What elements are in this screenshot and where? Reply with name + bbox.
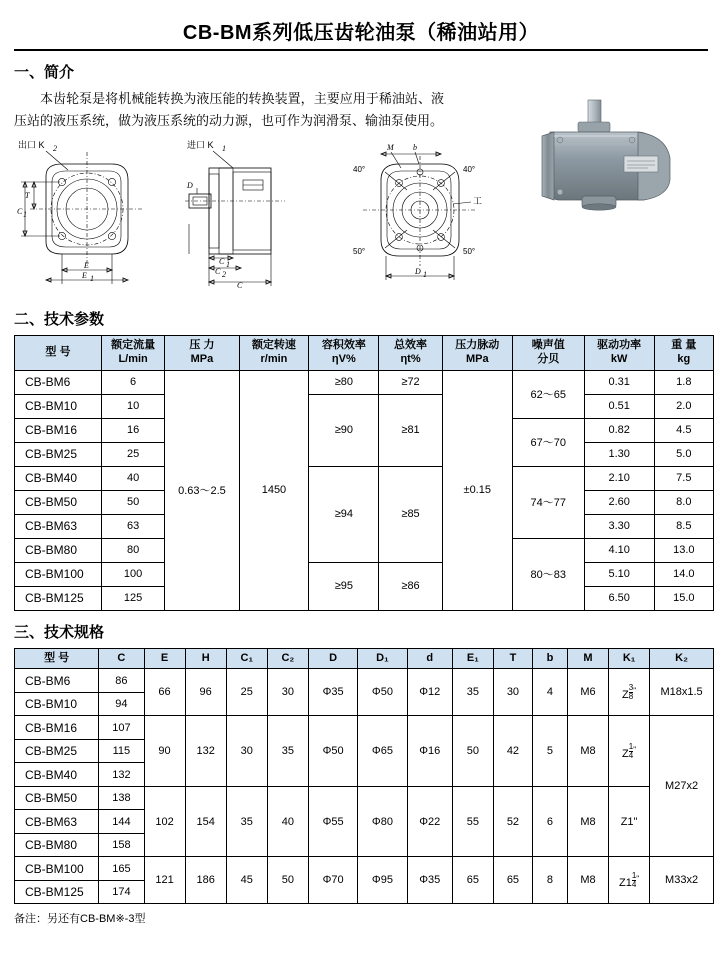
svg-text:C: C [219, 257, 225, 267]
th-d-small: d [407, 648, 452, 669]
cell-c1: 35 [226, 786, 267, 857]
table-technical-specs [14, 648, 714, 905]
cell-weight: 14.0 [654, 562, 713, 586]
cell-model: CB-BM10 [15, 692, 99, 716]
svg-text:2: 2 [222, 270, 226, 280]
cell-c: 158 [99, 833, 144, 857]
svg-text:1: 1 [423, 270, 427, 280]
cell-d1: Φ65 [358, 716, 407, 787]
cell-weight: 13.0 [654, 538, 713, 562]
cell-model: CB-BM125 [15, 880, 99, 904]
cell-flow: 16 [101, 418, 165, 442]
svg-text:C: C [215, 267, 221, 277]
k1-prefix: Z [622, 747, 629, 760]
cell-flow: 25 [101, 442, 165, 466]
cell-t: 42 [493, 716, 532, 787]
th-k2: K₂ [650, 648, 714, 669]
svg-text:1: 1 [23, 210, 27, 220]
cell-total-eff: ≥81 [379, 394, 443, 466]
cell-model: CB-BM16 [15, 716, 99, 740]
cell-noise: 80～83 [512, 538, 584, 610]
svg-text:1: 1 [90, 274, 94, 284]
cell-c: 86 [99, 669, 144, 693]
cell-model: CB-BM6 [15, 669, 99, 693]
cell-h: 132 [185, 716, 226, 787]
svg-text:D: D [415, 267, 421, 277]
svg-text:b: b [413, 143, 417, 153]
cell-m: M8 [567, 716, 608, 787]
cell-model: CB-BM63 [15, 810, 99, 834]
k1-unit: " [636, 874, 640, 884]
table-technical-parameters [14, 335, 714, 611]
table-row [15, 857, 714, 881]
th-c2: C₂ [267, 648, 308, 669]
th-pressure-pulse: 压力脉动 MPa [442, 336, 512, 371]
cell-power: 0.31 [584, 370, 654, 394]
cell-power: 0.82 [584, 418, 654, 442]
outlet-label: 出口 K [18, 140, 45, 151]
cell-model: CB-BM25 [15, 739, 99, 763]
drawing-side-view [185, 138, 320, 293]
cell-d-small: Φ22 [407, 786, 452, 857]
cell-d-small: Φ12 [407, 669, 452, 716]
cell-c: 115 [99, 739, 144, 763]
cell-e: 66 [144, 669, 185, 716]
cell-flow: 6 [101, 370, 165, 394]
table-header-row [15, 336, 714, 371]
cell-t: 52 [493, 786, 532, 857]
cell-power: 0.51 [584, 394, 654, 418]
cell-weight: 5.0 [654, 442, 713, 466]
cell-b: 6 [532, 786, 567, 857]
cell-c: 132 [99, 763, 144, 787]
cell-flow: 63 [101, 514, 165, 538]
cell-weight: 8.5 [654, 514, 713, 538]
technical-drawings [10, 138, 712, 298]
th-c1: C₁ [226, 648, 267, 669]
svg-text:E: E [82, 271, 87, 281]
cell-power: 3.30 [584, 514, 654, 538]
cell-k2: M33x2 [650, 857, 714, 904]
cell-vol-eff: ≥90 [309, 394, 379, 466]
title-divider [14, 49, 708, 51]
cell-d1: Φ50 [358, 669, 407, 716]
cell-model: CB-BM40 [15, 763, 99, 787]
th-noise: 噪声值 分贝 [512, 336, 584, 371]
drawing-front-view [16, 138, 176, 293]
th-model: 型 号 [15, 648, 99, 669]
k1-prefix: Z1 [619, 876, 632, 889]
cell-flow: 50 [101, 490, 165, 514]
th-model: 型 号 [15, 336, 102, 371]
th-speed: 额定转速 r/min [239, 336, 309, 371]
cell-k2: M18x1.5 [650, 669, 714, 716]
cell-c: 144 [99, 810, 144, 834]
section-intro-heading: 一、简介 [14, 64, 75, 81]
cell-d1: Φ80 [358, 786, 407, 857]
footer-note: 备注：另还有CB-BM※-3型 [14, 913, 146, 926]
th-k1: K₁ [609, 648, 650, 669]
th-drive-power: 驱动功率 kW [584, 336, 654, 371]
cell-weight: 8.0 [654, 490, 713, 514]
svg-text:2: 2 [53, 144, 57, 154]
cell-e1: 50 [452, 716, 493, 787]
cell-model: CB-BM10 [15, 394, 102, 418]
cell-h: 96 [185, 669, 226, 716]
cell-k1: Z1" [609, 786, 650, 857]
cell-m: M8 [567, 857, 608, 904]
cell-e: 90 [144, 716, 185, 787]
th-b: b [532, 648, 567, 669]
th-h: H [185, 648, 226, 669]
svg-text:40°: 40° [353, 165, 366, 175]
th-d1: D₁ [358, 648, 407, 669]
cell-model: CB-BM100 [15, 562, 102, 586]
cell-c2: 35 [267, 716, 308, 787]
section-params-heading: 二、技术参数 [14, 311, 105, 329]
cell-e: 121 [144, 857, 185, 904]
cell-c: 94 [99, 692, 144, 716]
k1-fraction: $\frac{3}{8}$ [628, 682, 634, 701]
svg-text:D: D [187, 181, 193, 191]
cell-e1: 55 [452, 786, 493, 857]
drawing-flange-view [345, 138, 505, 293]
cell-c1: 25 [226, 669, 267, 716]
svg-text:工: 工 [473, 196, 483, 207]
cell-d: Φ70 [308, 857, 357, 904]
k1-fraction: $\frac{1}{4}$ [631, 870, 637, 889]
k1-unit: " [633, 686, 637, 696]
th-e1: E₁ [452, 648, 493, 669]
cell-weight: 1.8 [654, 370, 713, 394]
cell-d1: Φ95 [358, 857, 407, 904]
cell-vol-eff: ≥94 [309, 466, 379, 562]
cell-vol-eff: ≥80 [309, 370, 379, 394]
th-flow: 额定流量 L/min [101, 336, 165, 371]
cell-b: 5 [532, 716, 567, 787]
th-vol-eff: 容积效率 ηV% [309, 336, 379, 371]
cell-model: CB-BM16 [15, 418, 102, 442]
cell-h: 186 [185, 857, 226, 904]
table-row [15, 669, 714, 693]
table-row [15, 562, 714, 586]
svg-text:1: 1 [226, 260, 230, 270]
page-title: CB-BM系列低压齿轮油泵（稀油站用） [182, 22, 540, 44]
cell-k1 [609, 669, 650, 716]
th-m: M [567, 648, 608, 669]
cell-weight: 7.5 [654, 466, 713, 490]
cell-c2: 50 [267, 857, 308, 904]
cell-k2: M27x2 [650, 716, 714, 857]
cell-c: 107 [99, 716, 144, 740]
cell-power: 6.50 [584, 586, 654, 610]
th-weight: 重 量 kg [654, 336, 713, 371]
svg-text:40°: 40° [463, 165, 476, 175]
cell-d: Φ50 [308, 716, 357, 787]
svg-text:50°: 50° [463, 247, 476, 257]
cell-d: Φ55 [308, 786, 357, 857]
cell-e: 102 [144, 786, 185, 857]
cell-t: 65 [493, 857, 532, 904]
svg-text:1: 1 [222, 144, 226, 154]
cell-d-small: Φ35 [407, 857, 452, 904]
cell-power: 2.10 [584, 466, 654, 490]
cell-model: CB-BM125 [15, 586, 102, 610]
cell-total-eff: ≥85 [379, 466, 443, 562]
cell-d-small: Φ16 [407, 716, 452, 787]
table-header-row [15, 648, 714, 669]
cell-model: CB-BM100 [15, 857, 99, 881]
svg-text:C: C [237, 281, 243, 291]
cell-d: Φ35 [308, 669, 357, 716]
intro-paragraph: 本齿轮泵是将机械能转换为液压能的转换装置，主要应用于稀油站、液压站的液压系统，做为液压系统的动力源，也可作为润滑泵、输油泵使用。 [14, 91, 444, 129]
svg-text:C: C [17, 207, 23, 217]
cell-noise: 62～65 [512, 370, 584, 418]
cell-c2: 40 [267, 786, 308, 857]
cell-total-eff: ≥72 [379, 370, 443, 394]
cell-k1 [609, 857, 650, 904]
cell-e1: 65 [452, 857, 493, 904]
cell-c1: 45 [226, 857, 267, 904]
cell-c2: 30 [267, 669, 308, 716]
cell-model: CB-BM50 [15, 786, 99, 810]
cell-t: 30 [493, 669, 532, 716]
cell-c1: 30 [226, 716, 267, 787]
inlet-label: 进口 K [187, 140, 214, 151]
cell-c: 138 [99, 786, 144, 810]
th-pressure: 压 力 MPa [165, 336, 239, 371]
cell-vol-eff: ≥95 [309, 562, 379, 610]
cell-noise: 67～70 [512, 418, 584, 466]
cell-m: M6 [567, 669, 608, 716]
svg-text:E: E [84, 261, 89, 271]
cell-m: M8 [567, 786, 608, 857]
cell-flow: 100 [101, 562, 165, 586]
table-row [15, 370, 714, 394]
cell-power: 2.60 [584, 490, 654, 514]
k1-fraction: $\frac{1}{4}$ [628, 741, 634, 760]
cell-b: 4 [532, 669, 567, 716]
cell-power: 1.30 [584, 442, 654, 466]
cell-flow: 125 [101, 586, 165, 610]
cell-e1: 35 [452, 669, 493, 716]
cell-weight: 2.0 [654, 394, 713, 418]
cell-pressure: 0.63～2.5 [165, 370, 239, 610]
cell-power: 5.10 [584, 562, 654, 586]
section-specs-heading: 三、技术规格 [14, 623, 105, 641]
cell-pressure-pulse: ±0.15 [442, 370, 512, 610]
table-row [15, 466, 714, 490]
cell-model: CB-BM63 [15, 514, 102, 538]
cell-b: 8 [532, 857, 567, 904]
cell-model: CB-BM80 [15, 538, 102, 562]
cell-k1 [609, 716, 650, 787]
cell-c: 165 [99, 857, 144, 881]
cell-flow: 40 [101, 466, 165, 490]
th-total-eff: 总效率 ηt% [379, 336, 443, 371]
th-d: D [308, 648, 357, 669]
cell-flow: 10 [101, 394, 165, 418]
table-row [15, 394, 714, 418]
cell-model: CB-BM40 [15, 466, 102, 490]
table-row [15, 716, 714, 740]
cell-power: 4.10 [584, 538, 654, 562]
cell-c: 174 [99, 880, 144, 904]
table-row [15, 786, 714, 810]
cell-model: CB-BM80 [15, 833, 99, 857]
k1-unit: " [633, 745, 637, 755]
cell-noise: 74～77 [512, 466, 584, 538]
k1-prefix: Z [622, 688, 629, 701]
cell-speed: 1450 [239, 370, 309, 610]
th-e: E [144, 648, 185, 669]
cell-total-eff: ≥86 [379, 562, 443, 610]
th-t: T [493, 648, 532, 669]
cell-flow: 80 [101, 538, 165, 562]
cell-model: CB-BM6 [15, 370, 102, 394]
cell-h: 154 [185, 786, 226, 857]
cell-model: CB-BM50 [15, 490, 102, 514]
cell-model: CB-BM25 [15, 442, 102, 466]
svg-text:T: T [25, 191, 30, 201]
svg-text:50°: 50° [353, 247, 366, 257]
cell-weight: 15.0 [654, 586, 713, 610]
svg-text:M: M [387, 143, 394, 153]
th-c: C [99, 648, 144, 669]
cell-weight: 4.5 [654, 418, 713, 442]
